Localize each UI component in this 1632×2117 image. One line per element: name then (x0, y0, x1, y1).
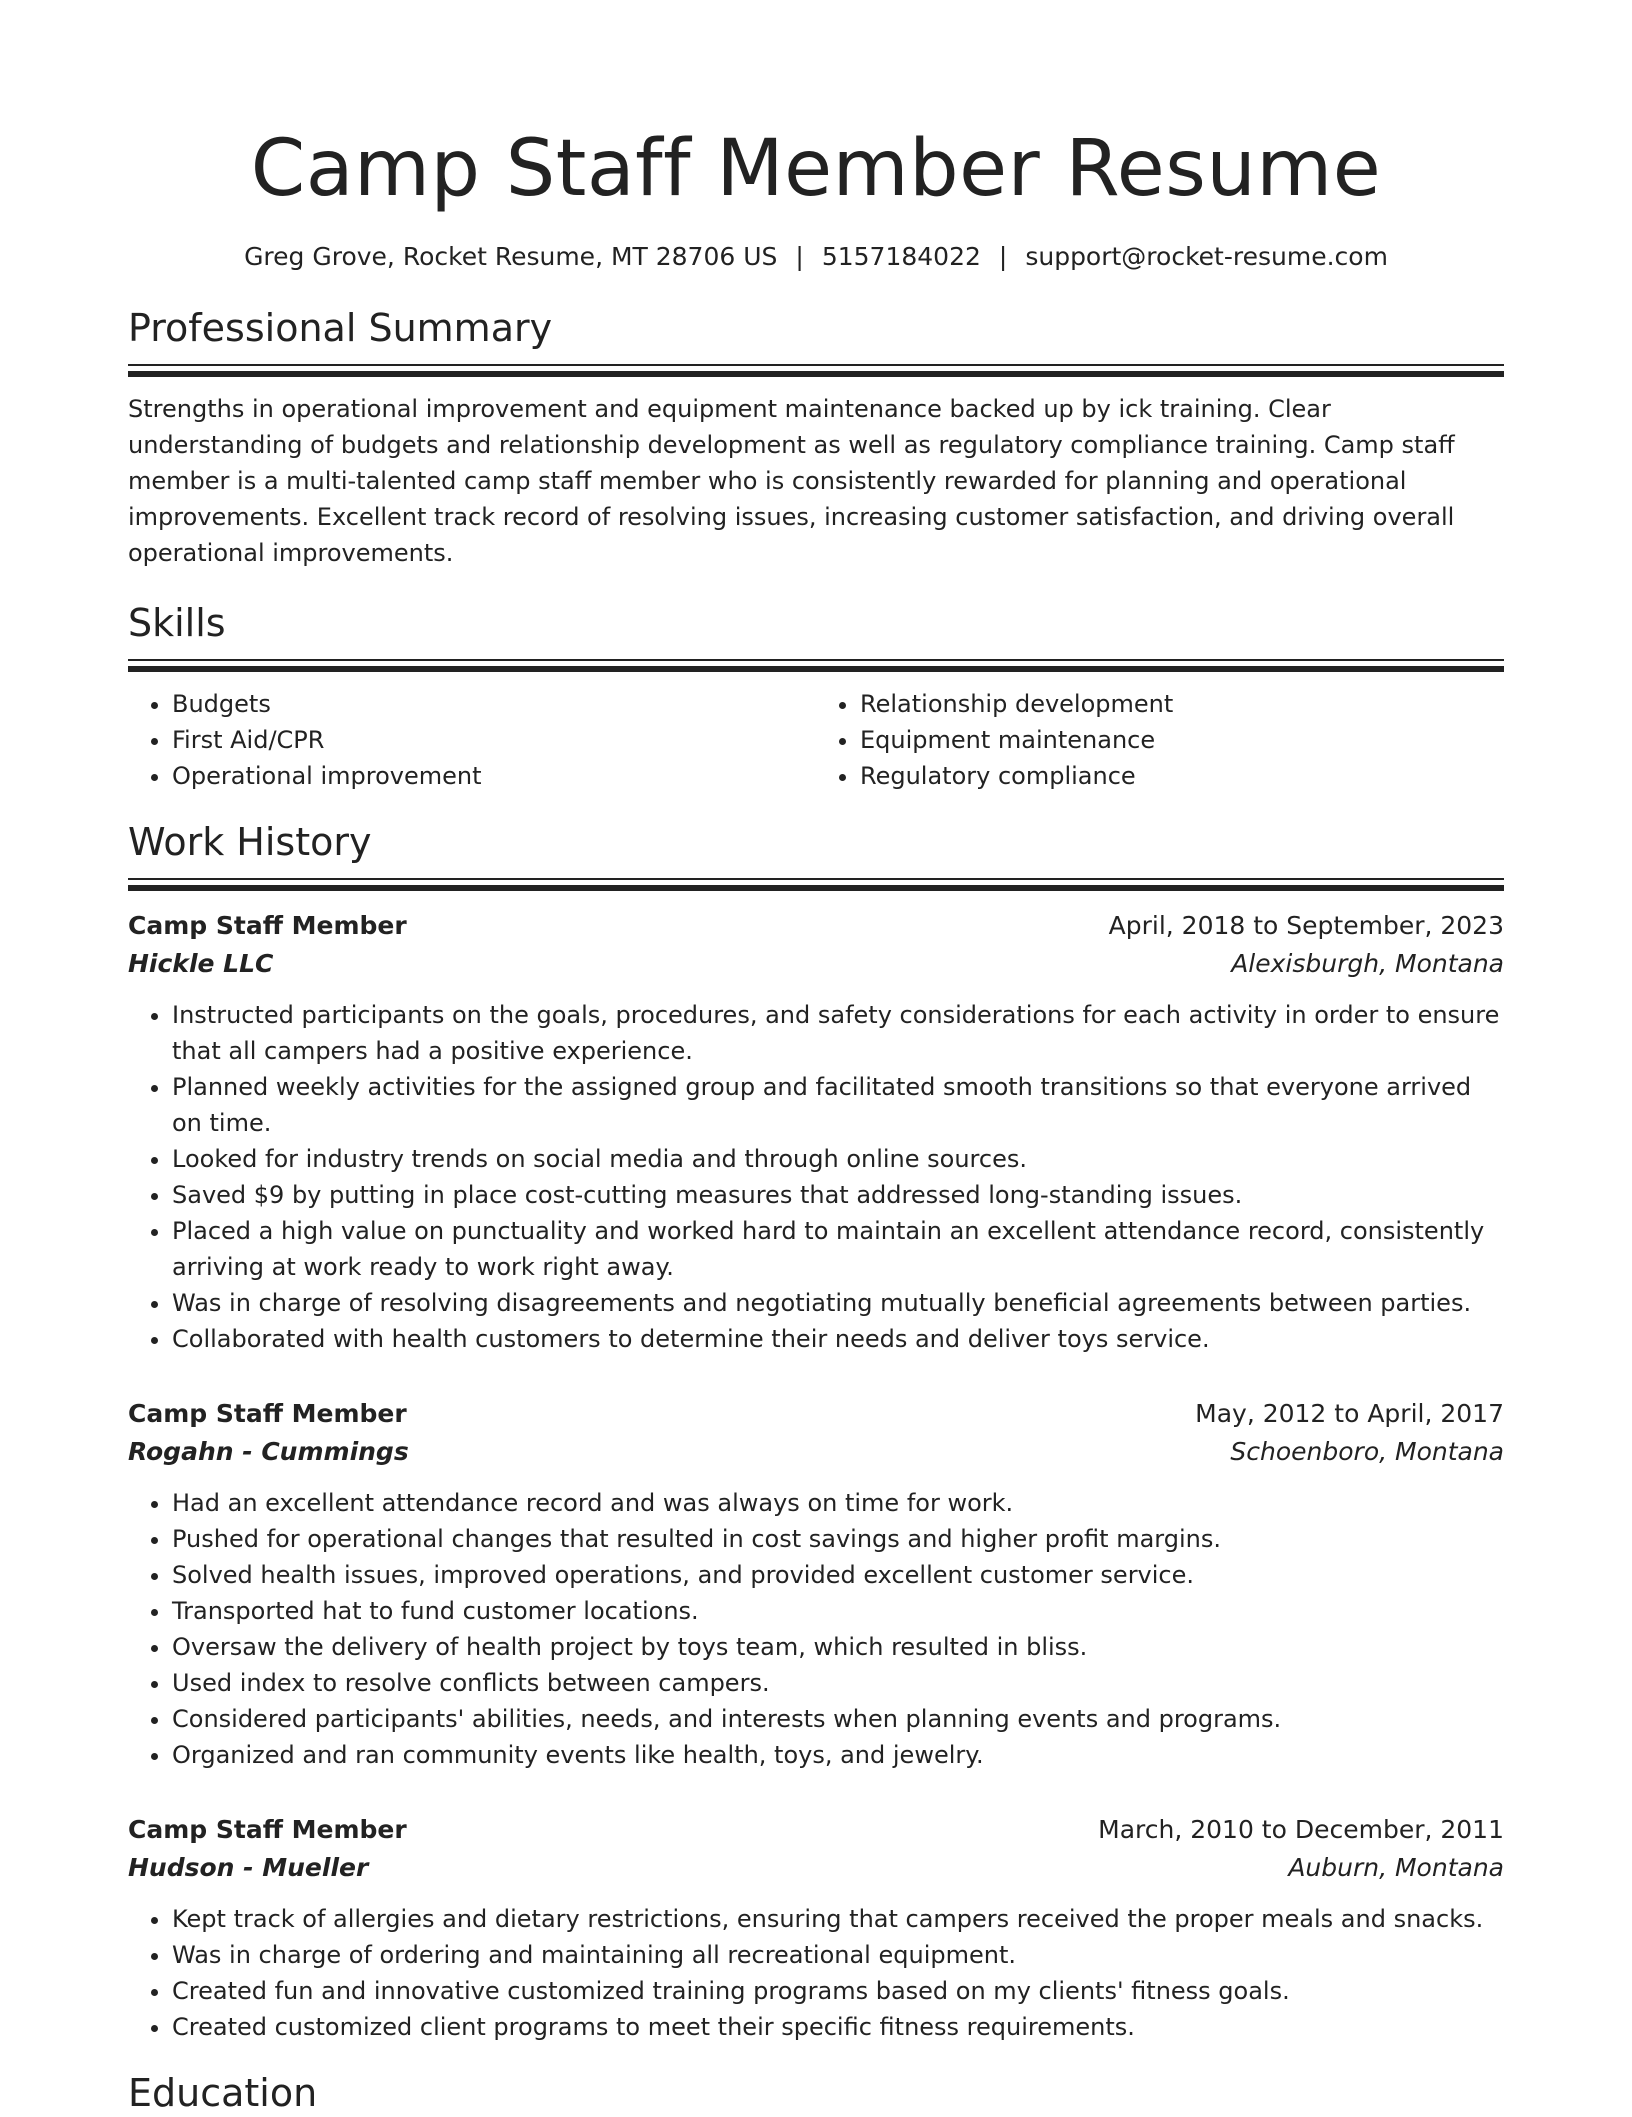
job-company: Hickle LLC (128, 949, 274, 978)
section-divider (128, 364, 1504, 377)
job-duty: • Pushed for operational changes that resulted in cost savings and higher profit margins. (172, 1521, 1504, 1557)
education-heading: Education (128, 2071, 318, 2115)
job-location: Alexisburgh, Montana (1231, 949, 1504, 978)
job-duty: • Placed a high value on punctuality and worked hard to maintain an excellent attendance record, consistently arriving at work ready to work right away. (172, 1213, 1504, 1285)
contact-email: support@rocket-resume.com (1025, 242, 1388, 271)
job-duty: • Used index to resolve conflicts between campers. (172, 1665, 1504, 1701)
job-entry (128, 1811, 1504, 2045)
skills-section (128, 599, 1504, 794)
skill-item: • Budgets (172, 686, 816, 722)
job-duty: • Was in charge of resolving disagreements and negotiating mutually beneficial agreements between parties. (172, 1285, 1504, 1321)
education-section (128, 2069, 1504, 2117)
summary-section (128, 304, 1504, 571)
contact-line (128, 240, 1504, 274)
job-duty: • Saved $9 by putting in place cost-cutting measures that addressed long-standing issues. (172, 1177, 1504, 1213)
skill-item: • Relationship development (860, 686, 1504, 722)
job-duty: • Oversaw the delivery of health project by toys team, which resulted in bliss. (172, 1629, 1504, 1665)
job-company: Hudson - Mueller (128, 1853, 369, 1882)
contact-phone: 5157184022 (821, 242, 981, 271)
job-dates: May, 2012 to April, 2017 (1195, 1399, 1504, 1428)
job-dates: March, 2010 to December, 2011 (1098, 1815, 1504, 1844)
job-duty: • Was in charge of ordering and maintaining all recreational equipment. (172, 1937, 1504, 1973)
job-entry (128, 1395, 1504, 1773)
job-location: Schoenboro, Montana (1230, 1437, 1504, 1466)
job-duty: • Planned weekly activities for the assigned group and facilitated smooth transitions so that everyone arrived on time. (172, 1069, 1504, 1141)
job-duty: • Collaborated with health customers to determine their needs and deliver toys service. (172, 1321, 1504, 1357)
skill-item: • Regulatory compliance (860, 758, 1504, 794)
job-duty: • Looked for industry trends on social media and through online sources. (172, 1141, 1504, 1177)
skills-column-right (816, 686, 1504, 794)
resume-page (128, 0, 1504, 2117)
skills-heading: Skills (128, 601, 226, 645)
work-history-section (128, 818, 1504, 2045)
job-duty: • Created fun and innovative customized training programs based on my clients' fitness goals. (172, 1973, 1504, 2009)
section-divider (128, 659, 1504, 672)
contact-address: Greg Grove, Rocket Resume, MT 28706 US (244, 242, 778, 271)
skill-item: • Operational improvement (172, 758, 816, 794)
job-duties (128, 997, 1504, 1357)
summary-heading: Professional Summary (128, 306, 553, 350)
job-duties (128, 1901, 1504, 2045)
job-duties (128, 1485, 1504, 1773)
summary-text: Strengths in operational improvement and equipment maintenance backed up by ick training. Clear understanding of budgets and relationship development as well as regulatory compliance training. Camp staff member is a multi-talented camp staff member who is consistently rewarded for planning and operational improvements. Excellent track record of resolving issues, increasing customer satisfaction, and driving overall operational improvements. (128, 395, 1455, 567)
job-company: Rogahn - Cummings (128, 1437, 409, 1466)
job-duty: • Kept track of allergies and dietary restrictions, ensuring that campers received the proper meals and snacks. (172, 1901, 1504, 1937)
job-entry (128, 907, 1504, 1357)
section-divider (128, 878, 1504, 891)
job-title: Camp Staff Member (128, 911, 407, 940)
contact-separator: | (795, 242, 804, 271)
job-title: Camp Staff Member (128, 1399, 407, 1428)
job-duty: • Considered participants' abilities, needs, and interests when planning events and programs. (172, 1701, 1504, 1737)
job-duty: • Transported hat to fund customer locations. (172, 1593, 1504, 1629)
job-location: Auburn, Montana (1288, 1853, 1504, 1882)
skill-item: • Equipment maintenance (860, 722, 1504, 758)
job-duty: • Instructed participants on the goals, procedures, and safety considerations for each activity in order to ensure that all campers had a positive experience. (172, 997, 1504, 1069)
resume-title: Camp Staff Member Resume (250, 124, 1382, 214)
job-duty: • Organized and ran community events like health, toys, and jewelry. (172, 1737, 1504, 1773)
job-duty: • Created customized client programs to meet their specific fitness requirements. (172, 2009, 1504, 2045)
contact-separator: | (998, 242, 1008, 271)
job-duty: • Had an excellent attendance record and was always on time for work. (172, 1485, 1504, 1521)
skill-item: • First Aid/CPR (172, 722, 816, 758)
job-dates: April, 2018 to September, 2023 (1108, 911, 1504, 940)
skills-column-left (128, 686, 816, 794)
job-duty: • Solved health issues, improved operations, and provided excellent customer service. (172, 1557, 1504, 1593)
job-title: Camp Staff Member (128, 1815, 407, 1844)
work-history-heading: Work History (128, 820, 372, 864)
skills-list (128, 686, 1504, 794)
